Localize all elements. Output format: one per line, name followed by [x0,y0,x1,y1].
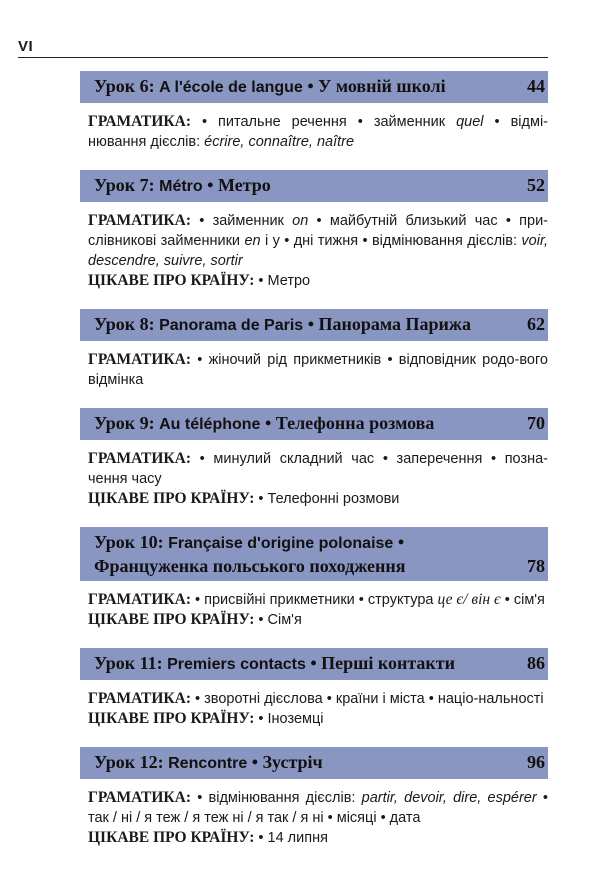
lesson-title [94,531,409,577]
country-text: • Метро [254,273,311,289]
country-text: • Сім'я [254,612,302,628]
grammar-label: ГРАМАТИКА: [88,789,191,806]
lesson-page-number: 62 [527,314,545,334]
grammar-line [88,689,548,709]
country-line [88,489,548,509]
country-text: • Іноземці [254,711,324,727]
grammar-label: ГРАМАТИКА: [88,212,191,229]
lesson-prefix: Урок 7: [94,175,160,195]
lesson-title-ua: Француженка польського походження [94,556,406,576]
grammar-text: partir, devoir, dire, espérer [361,790,537,806]
country-line [88,709,548,729]
grammar-text: це є/ він є [437,591,501,608]
lesson-page-number: 96 [527,752,545,772]
grammar-text: en [244,233,261,249]
title-separator: • [303,314,319,334]
lesson-entry [80,747,548,866]
grammar-line [88,350,548,390]
lesson-page-number: 86 [527,653,545,673]
grammar-label: ГРАМАТИКА: [88,351,191,368]
lesson-entry [80,648,548,747]
lesson-page-number: 78 [527,556,545,576]
lesson-prefix: Урок 6: [94,76,160,96]
grammar-label: ГРАМАТИКА: [88,591,191,608]
lesson-description [80,779,548,866]
title-separator: • [302,76,319,96]
grammar-text: on [292,213,309,229]
country-line [88,828,548,848]
country-line [88,610,548,630]
top-rule [18,57,548,58]
page-number: VI [18,38,34,55]
lesson-prefix: Урок 8: [94,314,160,334]
lesson-entry [80,408,548,527]
lesson-title-ua: Панорама Парижа [318,314,471,334]
lesson-title-bar [80,747,548,779]
lesson-title-fr: Métro [159,178,203,195]
lesson-description [80,103,548,170]
lesson-entry [80,527,548,648]
grammar-text: voir, descendre, suivre, sortir [88,233,549,269]
lesson-title [94,652,455,676]
country-label: ЦІКАВЕ ПРО КРАЇНУ: [88,272,255,289]
title-separator: • [202,175,218,195]
country-label: ЦІКАВЕ ПРО КРАЇНУ: [88,611,255,628]
grammar-line [88,788,548,828]
lesson-title-fr: Panorama de Paris [159,317,304,334]
grammar-text: • так / ні / я теж / я теж ні / я так / я ні • місяці • дата [88,790,548,826]
grammar-line [88,449,548,489]
grammar-text: • жіночий рід прикметників • відповідник родо-вого відмінка [88,352,548,388]
lesson-title-line [94,532,404,552]
lesson-title-bar [80,170,548,202]
grammar-line [88,112,548,152]
lesson-page-number: 70 [527,413,545,433]
lesson-title-bar [80,408,548,440]
grammar-label: ГРАМАТИКА: [88,690,191,707]
lesson-title-ua: Метро [217,175,271,195]
lesson-entry [80,309,548,408]
lesson-title-line [94,555,409,577]
lesson-title-fr: Au téléphone [159,416,261,433]
grammar-text: • минулий складний час • заперечення • позна-чення часу [88,451,548,487]
lesson-prefix: Урок 9: [94,413,160,433]
lesson-title-ua: У мовній школі [318,76,446,96]
lesson-title [94,412,434,436]
country-label: ЦІКАВЕ ПРО КРАЇНУ: [88,829,255,846]
grammar-text: і у • дні тижня • відмінювання дієслів: [260,233,522,249]
grammar-text: quel [456,114,484,130]
grammar-text: • присвійні прикметники • структура [191,592,438,608]
lesson-title-fr: A l'école de langue [159,79,303,96]
lesson-page-number: 44 [527,76,545,96]
grammar-label: ГРАМАТИКА: [88,113,191,130]
country-line [88,271,548,291]
lesson-prefix: Урок 11: [94,653,168,673]
lesson-title-ua: Перші контакти [321,653,456,673]
grammar-line [88,590,548,610]
title-separator: • [393,532,405,552]
country-text: • 14 липня [254,830,328,846]
grammar-text: écrire, connaître, naître [204,134,355,150]
lesson-description [80,341,548,408]
lesson-description [80,202,548,309]
lesson-title-bar [80,71,548,103]
grammar-line [88,211,548,271]
lesson-entry [80,71,548,170]
table-of-contents [80,71,548,866]
lesson-prefix: Урок 10: [94,532,169,552]
grammar-text: • майбутній близький час • при-слівникові займенники [88,213,548,249]
title-separator: • [247,752,263,772]
lesson-title-fr: Française d'origine polonaise [168,535,394,552]
lesson-title [94,174,271,198]
lesson-title [94,751,323,775]
title-separator: • [305,653,322,673]
lesson-title-fr: Rencontre [168,755,248,772]
country-label: ЦІКАВЕ ПРО КРАЇНУ: [88,490,255,507]
lesson-title-bar [80,527,548,581]
country-label: ЦІКАВЕ ПРО КРАЇНУ: [88,710,255,727]
lesson-prefix: Урок 12: [94,752,169,772]
country-text: • Телефонні розмови [254,491,400,507]
title-separator: • [260,413,276,433]
lesson-description [80,680,548,747]
grammar-label: ГРАМАТИКА: [88,450,191,467]
lesson-entry [80,170,548,309]
lesson-title [94,313,471,337]
grammar-text: • відмі-нювання дієслів: [88,114,548,150]
lesson-page-number: 52 [527,175,545,195]
grammar-text: • питальне речення • займенник [191,114,457,130]
lesson-title-ua: Зустріч [262,752,323,772]
grammar-text: • займенник [191,213,293,229]
grammar-text: • відмінювання дієслів: [191,790,362,806]
lesson-title-fr: Premiers contacts [167,656,306,673]
lesson-title-bar [80,648,548,680]
grammar-text: • сім'я [500,592,545,608]
lesson-title-bar [80,309,548,341]
lesson-title-ua: Телефонна розмова [275,413,435,433]
lesson-description [80,440,548,527]
grammar-text: • зворотні дієслова • країни і міста • націо-нальності [191,691,544,707]
lesson-description [80,581,548,648]
lesson-title [94,75,446,99]
